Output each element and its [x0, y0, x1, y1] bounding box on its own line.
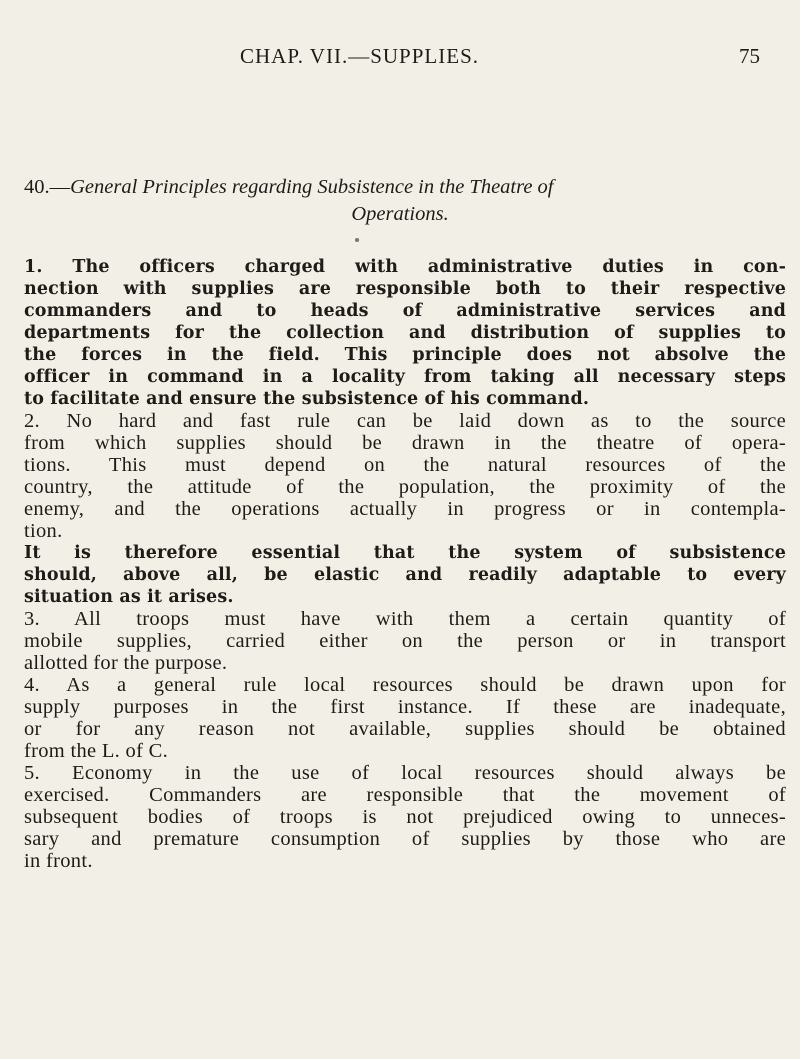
text-line: 4. As a general rule local resources should be drawn upon for	[24, 674, 786, 696]
paragraph-1	[24, 256, 786, 410]
ink-speck	[355, 238, 359, 242]
text-line: officer in command in a locality from taking all necessary steps	[24, 367, 786, 387]
text-line: or for any reason not available, supplies should be obtained	[24, 718, 786, 740]
text-line: nection with supplies are responsible both to their respective	[24, 279, 786, 299]
section-number: 40.—	[24, 176, 71, 198]
text-line: should, above all, be elastic and readily adaptable to every	[24, 565, 786, 585]
text-line: situation as it arises.	[24, 587, 234, 607]
text-line: It is therefore essential that the system of subsistence	[24, 543, 786, 563]
text-line: mobile supplies, carried either on the person or in transport	[24, 630, 786, 652]
page-number: 75	[739, 44, 760, 68]
paragraph-2	[24, 410, 786, 542]
body-text	[24, 256, 786, 872]
text-line: departments for the collection and distribution of supplies to	[24, 323, 786, 343]
paragraph-5	[24, 762, 786, 872]
section-title-line-1: General Principles regarding Subsistence in the Theatre of	[70, 176, 554, 198]
text-line: 5. Economy in the use of local resources should always be	[24, 762, 786, 784]
text-line: to facilitate and ensure the subsistence of his command.	[24, 389, 590, 409]
text-line: 2. No hard and fast rule can be laid down as to the source	[24, 410, 786, 432]
running-head	[0, 44, 800, 74]
text-line: sary and premature consumption of supplies by those who are	[24, 828, 786, 850]
text-line: country, the attitude of the population, the proximity of the	[24, 476, 786, 498]
text-line: 3. All troops must have with them a certain quantity of	[24, 608, 786, 630]
text-line: from which supplies should be drawn in the theatre of opera-	[24, 432, 786, 454]
section-heading	[24, 175, 784, 200]
text-line: in front.	[24, 850, 93, 872]
text-line: enemy, and the operations actually in progress or in contempla-	[24, 498, 786, 520]
text-line: commanders and to heads of administrative services and	[24, 301, 786, 321]
running-title: CHAP. VII.—SUPPLIES.	[240, 44, 479, 68]
text-line: 1. The officers charged with administrative duties in con-	[24, 257, 786, 277]
section-title-line-2: Operations.	[351, 203, 449, 225]
text-line: supply purposes in the first instance. If these are inadequate,	[24, 696, 786, 718]
text-line: from the L. of C.	[24, 740, 169, 762]
paragraph-2-emphasis	[24, 542, 786, 608]
text-line: tion.	[24, 520, 63, 542]
paragraph-4	[24, 674, 786, 762]
text-line: the forces in the field. This principle does not absolve the	[24, 345, 786, 365]
text-line: subsequent bodies of troops is not prejudiced owing to unneces-	[24, 806, 786, 828]
text-line: allotted for the purpose.	[24, 652, 228, 674]
text-line: exercised. Commanders are responsible that the movement of	[24, 784, 786, 806]
text-line: tions. This must depend on the natural resources of the	[24, 454, 786, 476]
paragraph-3	[24, 608, 786, 674]
